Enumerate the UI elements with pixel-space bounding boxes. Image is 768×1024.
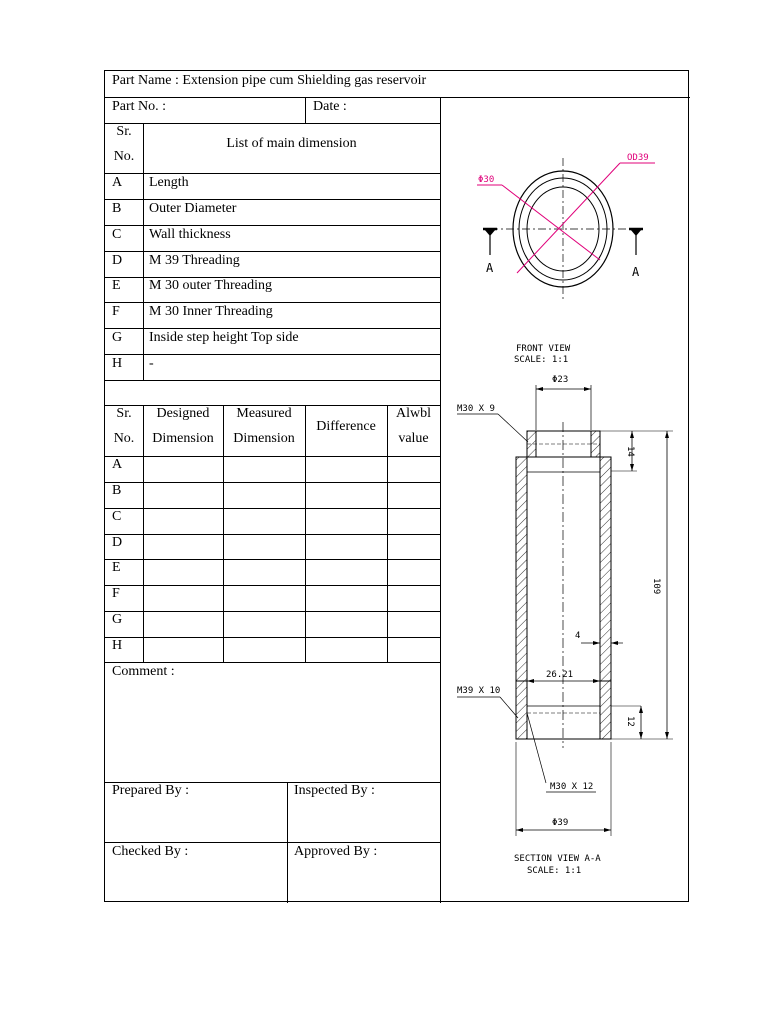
leader [527,713,546,783]
dimension-name: Length [149,175,189,190]
alwbl-header-2: value [398,431,429,446]
designed-header: Designed [156,406,210,421]
dim-12-label: 12 [625,716,635,727]
divider [105,225,440,226]
dimension-name: Wall thickness [149,227,231,242]
section-label-a-right: A [632,265,640,279]
arrowhead [593,641,600,645]
arrowhead [584,387,591,391]
section-arrowhead-left [484,229,496,236]
dimension-name: M 39 Threading [149,253,240,268]
body-wall-left [516,457,527,681]
arrowhead [639,732,643,739]
inspected-by-label: Inspected By : [294,783,375,798]
dim-m39x10-label: M39 X 10 [457,686,501,696]
dimension-sr: D [112,253,123,268]
dimension-name: M 30 Inner Threading [149,304,273,319]
measurement-row-sr: G [112,612,123,627]
divider [105,559,440,560]
dimension-list-title: List of main dimension [226,136,357,151]
body-wall-right [600,457,611,681]
sr-header: Sr. [116,124,132,139]
arrowhead [639,706,643,713]
dimension-name: M 30 outer Threading [149,278,272,293]
od39-label: OD39 [627,153,649,163]
difference-header: Difference [316,419,376,434]
leader [498,414,528,442]
sr-header: Sr. [116,406,132,421]
divider [105,585,440,586]
measured-header-2: Dimension [233,431,295,446]
divider [105,534,440,535]
divider [105,199,440,200]
arrowhead [665,431,669,438]
section-label-a-left: A [486,261,494,275]
divider [105,456,440,457]
arrowhead [593,679,600,683]
dimension-sr: B [112,201,122,216]
dim-dia23-label: Φ23 [552,375,569,385]
divider [105,302,440,303]
divider [105,173,440,174]
designed-header-2: Dimension [152,431,214,446]
dimension-sr: G [112,330,123,345]
divider [105,380,440,381]
od39-leader [517,163,620,273]
divider [305,97,306,123]
dimension-sr: H [112,356,123,371]
divider [105,508,440,509]
divider [105,611,440,612]
arrowhead [630,431,634,438]
measurement-row-sr: F [112,586,120,601]
arrowhead [536,387,543,391]
measurement-row-sr: H [112,638,123,653]
arrowhead [630,464,634,471]
comment-label: Comment : [112,664,175,679]
dim-m30x12-label: M30 X 12 [550,782,594,792]
divider [105,123,440,124]
dimension-sr: E [112,278,121,293]
measurement-row-sr: A [112,457,123,472]
leader [500,697,518,718]
collar-wall-right [600,681,611,739]
front-view-label: FRONT VIEW [516,344,571,354]
dim-m30x9-label: M30 X 9 [457,404,495,414]
arrowhead [516,828,523,832]
dimension-sr: F [112,304,120,319]
measurement-row-sr: B [112,483,122,498]
part-no-label: Part No. : [112,99,167,114]
dimension-name: - [149,356,154,371]
date-label: Date : [313,99,347,114]
divider [105,482,440,483]
divider [105,328,440,329]
measurement-row-sr: D [112,535,123,550]
no-header: No. [113,431,135,446]
alwbl-header: Alwbl [396,406,431,421]
dim-109-label: 109 [651,578,661,595]
measured-header: Measured [236,406,292,421]
arrowhead [604,828,611,832]
dim-14-label: 14 [625,446,635,457]
no-header: No. [113,149,135,164]
divider [105,842,440,843]
top-view [477,153,655,300]
section-arrowhead-right [630,229,642,236]
measurement-row-sr: C [112,509,122,524]
dia30-label: Φ30 [478,175,495,185]
checked-by-label: Checked By : [112,844,189,859]
section-view [457,375,673,836]
section-view-scale: SCALE: 1:1 [527,866,582,876]
dimension-sr: C [112,227,122,242]
dimension-name: Inside step height Top side [149,330,299,345]
dim-dia39-label: Φ39 [552,818,569,828]
part-name-label: Part Name : Extension pipe cum Shielding gas reservoir [112,73,427,88]
arrowhead [665,732,669,739]
arrowhead [527,679,534,683]
front-view-scale: SCALE: 1:1 [514,355,569,365]
approved-by-label: Approved By : [294,844,378,859]
collar-wall-left [516,681,527,739]
technical-drawing [439,96,689,902]
divider [105,662,440,663]
dimension-name: Outer Diameter [149,201,237,216]
dim-4-label: 4 [575,631,581,641]
divider [105,251,440,252]
divider [105,637,440,638]
dim-26-21-label: 26.21 [546,670,574,680]
dimension-sr: A [112,175,123,190]
prepared-by-label: Prepared By : [112,783,189,798]
section-view-label: SECTION VIEW A-A [514,854,601,864]
arrowhead [611,641,618,645]
measurement-row-sr: E [112,560,121,575]
divider [105,354,440,355]
